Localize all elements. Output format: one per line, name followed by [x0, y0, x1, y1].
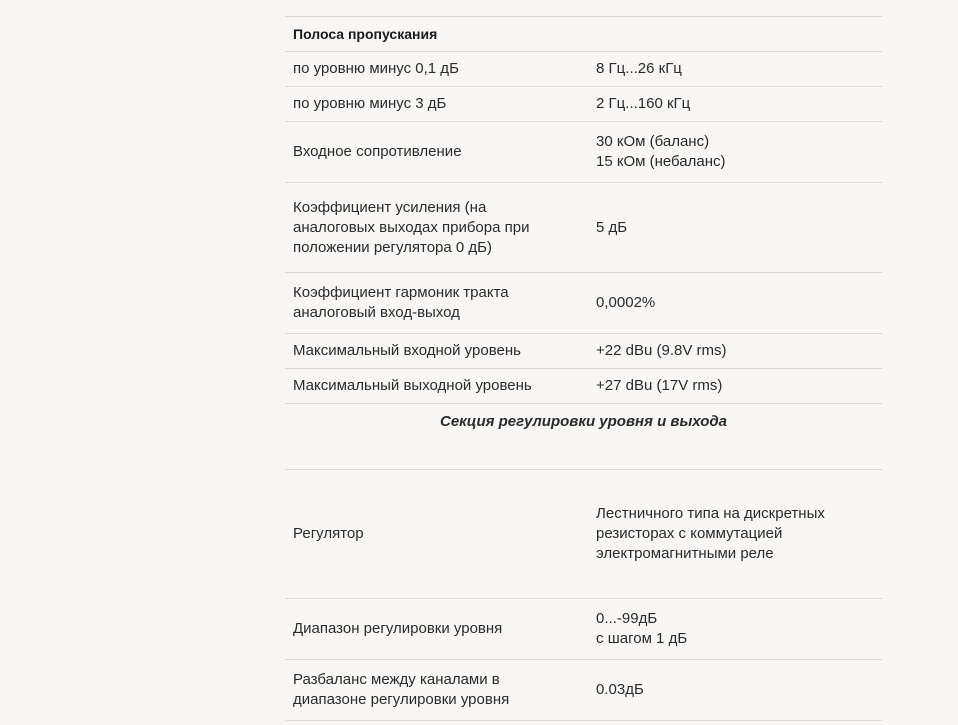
value-cell [588, 122, 882, 183]
value-cell: 2 Гц...160 кГц [588, 87, 882, 122]
value-cell: 8 Гц...26 кГц [588, 52, 882, 87]
param-cell: Регулятор [285, 470, 588, 599]
table-row [285, 470, 882, 599]
param-cell [285, 183, 588, 273]
section-row [285, 404, 882, 470]
param-cell [285, 660, 588, 721]
param-cell: Максимальный выходной уровень [285, 369, 588, 404]
table-row [285, 273, 882, 334]
table-row [285, 183, 882, 273]
value-line: с шагом 1 дБ [596, 630, 688, 647]
section-title: Секция регулировки уровня и выхода [285, 404, 882, 470]
specifications-table [285, 16, 882, 721]
value-line: 15 кОм (небаланс) [596, 153, 726, 170]
param-line: аналоговый вход-выход [293, 304, 460, 321]
table-row [285, 17, 882, 52]
value-cell: 0,0002% [588, 273, 882, 334]
param-line: аналоговых выходах прибора при [293, 218, 530, 236]
table-row [285, 599, 882, 660]
table-row [285, 369, 882, 404]
value-cell: +22 dBu (9.8V rms) [588, 334, 882, 369]
param-cell: Диапазон регулировки уровня [285, 599, 588, 660]
bandwidth-heading-value [588, 17, 882, 52]
value-line: электромагнитными реле [596, 545, 774, 562]
value-line: 30 кОм (баланс) [596, 133, 710, 150]
param-line: Разбаланс между каналами в [293, 671, 500, 688]
param-line: положении регулятора 0 дБ) [293, 238, 493, 256]
value-line: Лестничного типа на дискретных [596, 505, 825, 522]
table-row [285, 334, 882, 369]
param-cell: Максимальный входной уровень [285, 334, 588, 369]
param-line: Коэффициент гармоник тракта [293, 284, 509, 301]
value-cell: 5 дБ [588, 183, 882, 273]
param-cell: по уровню минус 0,1 дБ [285, 52, 588, 87]
param-cell: по уровню минус 3 дБ [285, 87, 588, 122]
value-line: резисторах с коммутацией [596, 525, 783, 542]
value-line: 0...-99дБ [596, 610, 658, 627]
value-cell: +27 dBu (17V rms) [588, 369, 882, 404]
value-cell [588, 599, 882, 660]
param-line: диапазоне регулировки уровня [293, 691, 510, 708]
value-cell [588, 470, 882, 599]
table-row [285, 660, 882, 721]
param-cell: Входное сопротивление [285, 122, 588, 183]
table-row [285, 122, 882, 183]
bandwidth-heading: Полоса пропускания [285, 17, 588, 52]
table-row [285, 87, 882, 122]
value-cell: 0.03дБ [588, 660, 882, 721]
param-line: Коэффициент усиления (на [293, 198, 487, 216]
table-row [285, 52, 882, 87]
param-cell [285, 273, 588, 334]
